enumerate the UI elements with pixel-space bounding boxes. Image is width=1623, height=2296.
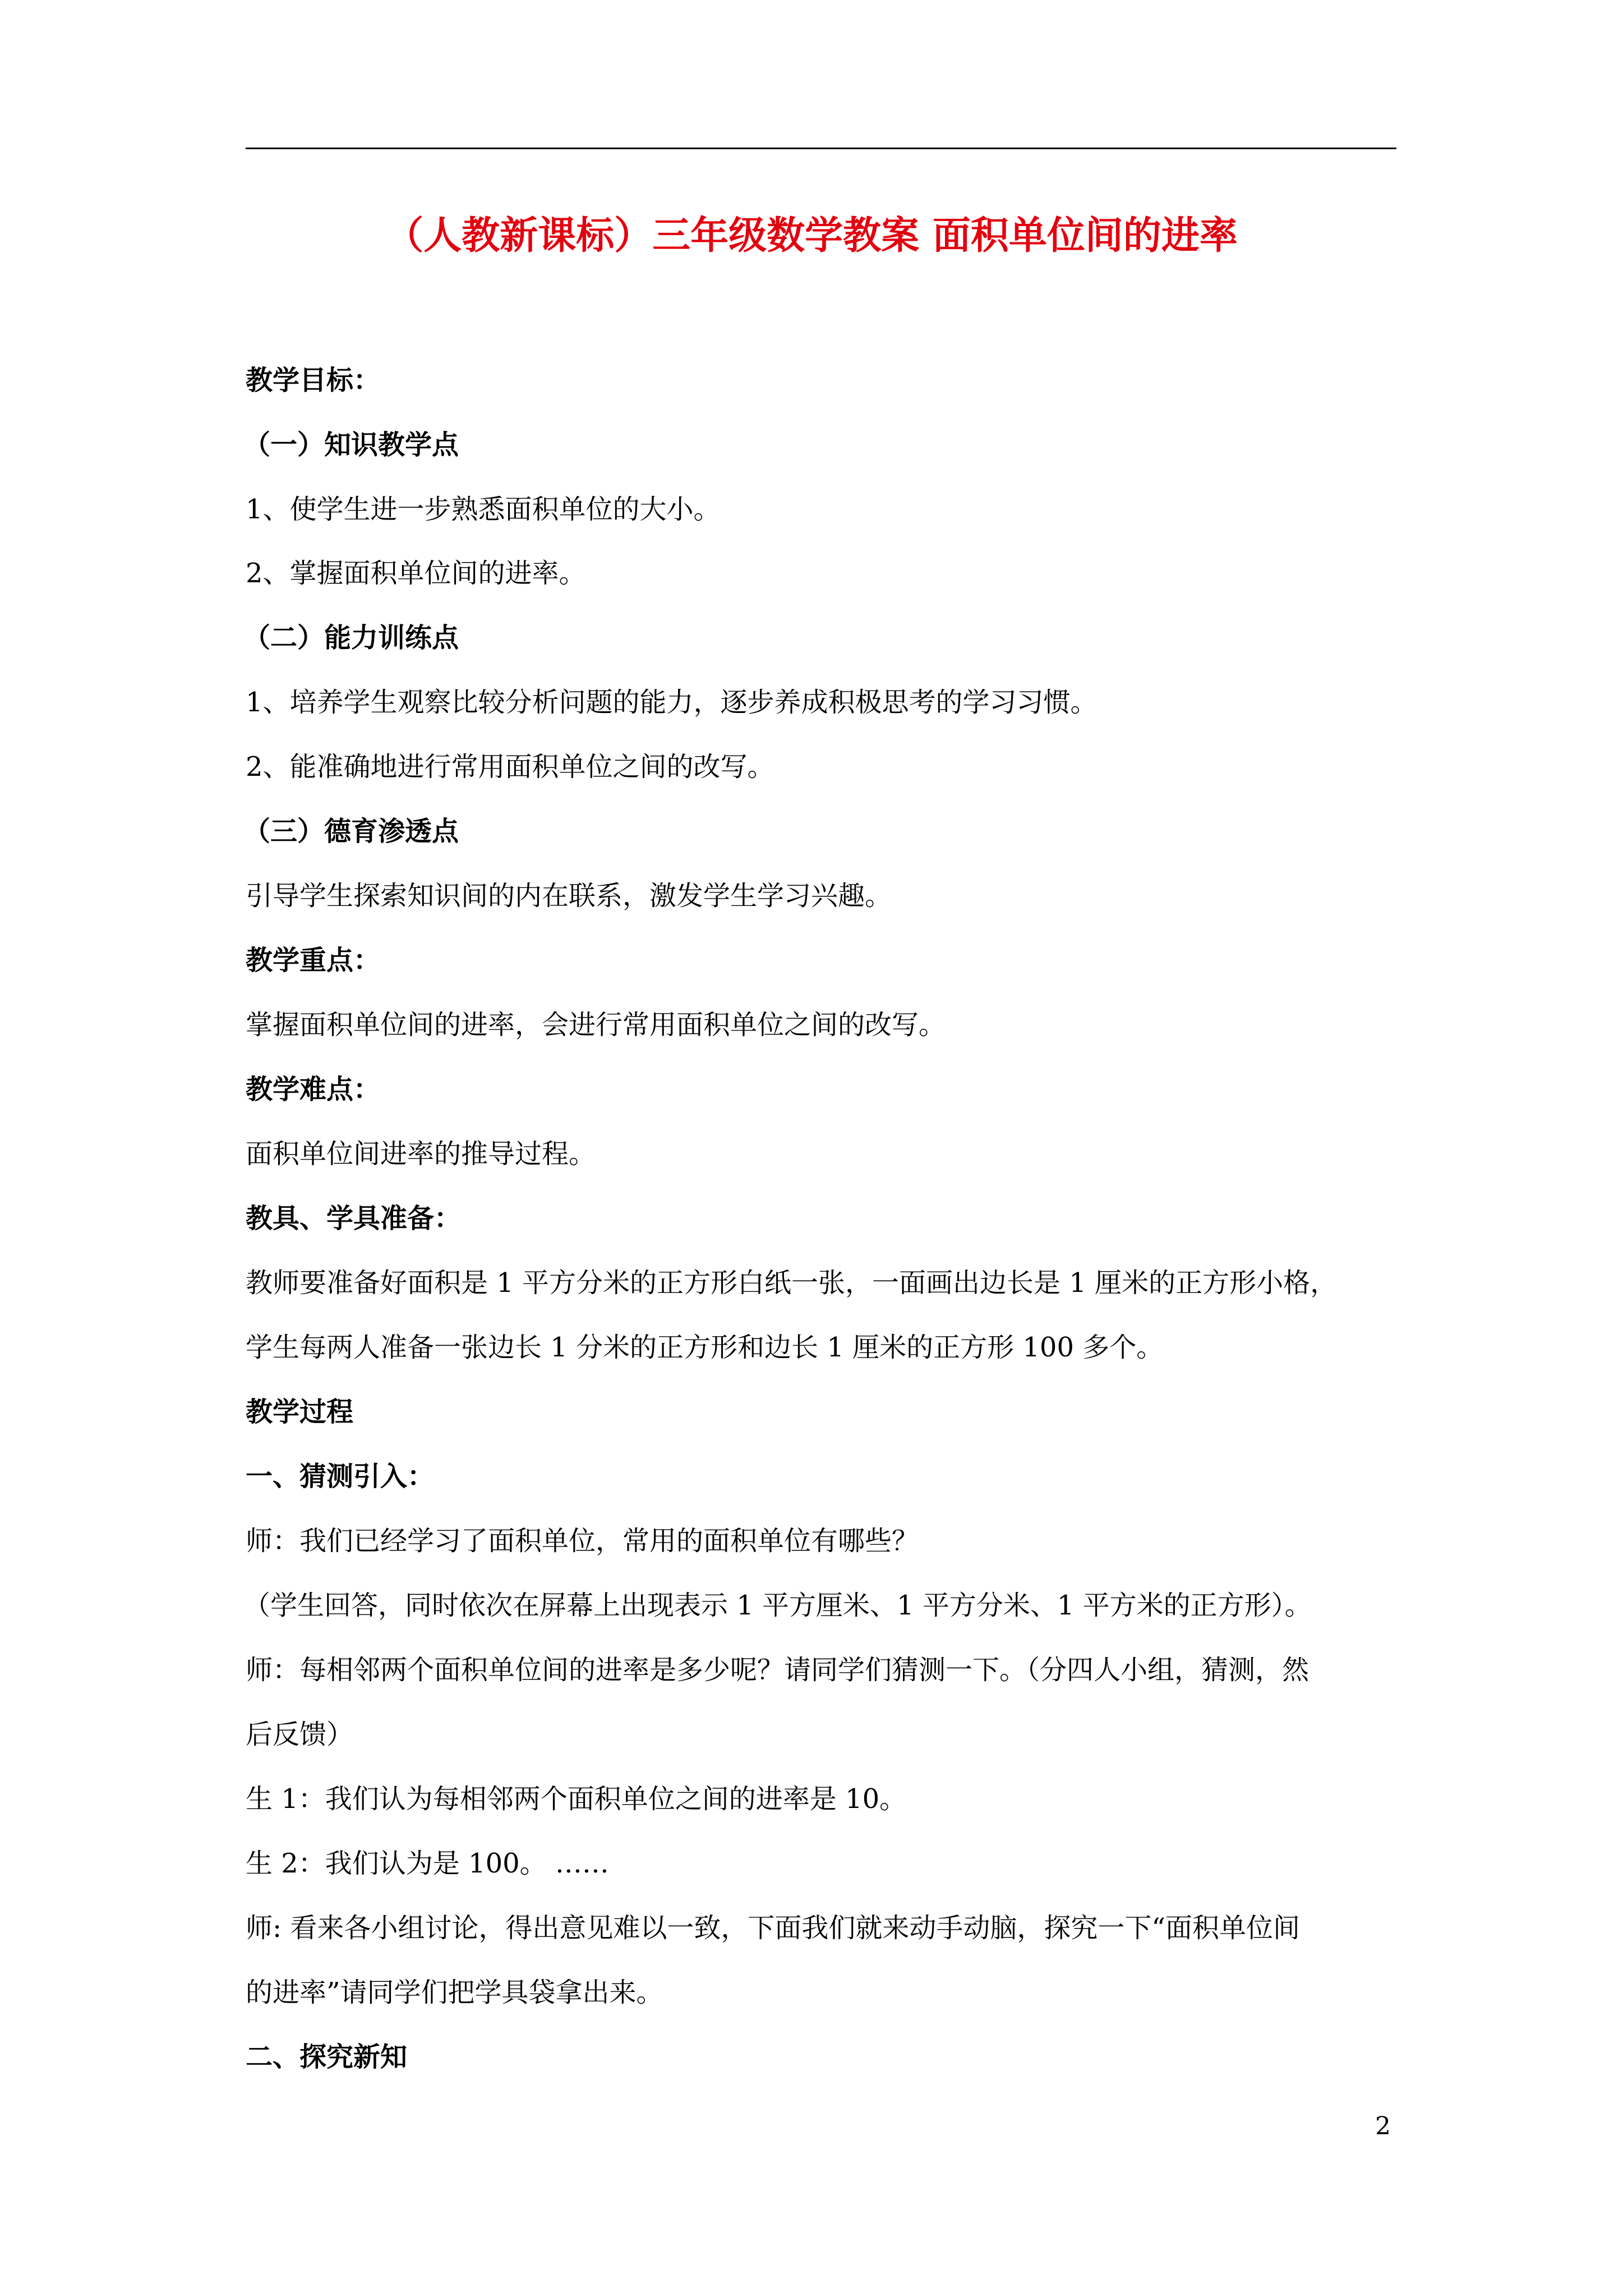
paragraph: 师：我们已经学习了面积单位，常用的面积单位有哪些？ (246, 1525, 919, 1557)
paragraph: 教师要准备好面积是 1 平方分米的正方形白纸一张，一面画出边长是 1 厘米的正方形小格， (246, 1267, 1338, 1299)
heading-teaching-goals: 教学目标： (246, 365, 381, 396)
heading-difficult-points: 教学难点： (246, 1074, 381, 1105)
paragraph: 的进率”请同学们把学具袋拿出来。 (246, 1977, 663, 2008)
paragraph: 师：每相邻两个面积单位间的进率是多少呢？请同学们猜测一下。（分四人小组，猜测，然 (246, 1654, 1310, 1686)
paragraph: 后反馈） (246, 1719, 354, 1750)
subheading-moral-points: （三）德育渗透点 (243, 816, 459, 847)
paragraph: 1、培养学生观察比较分析问题的能力，逐步养成积极思考的学习习惯。 (246, 687, 1098, 718)
paragraph: 师: 看来各小组讨论，得出意见难以一致，下面我们就来动手动脑，探究一下“面积单位间 (246, 1912, 1300, 1944)
paragraph: 1、使学生进一步熟悉面积单位的大小。 (246, 494, 721, 525)
paragraph: 引导学生探索知识间的内在联系，激发学生学习兴趣。 (246, 880, 892, 912)
header-rule (246, 148, 1396, 149)
heading-teaching-process: 教学过程 (246, 1396, 354, 1428)
paragraph: 生 2：我们认为是 100。 …… (246, 1848, 609, 1879)
document-title: （人教新课标）三年级数学教案 面积单位间的进率 (385, 213, 1238, 258)
page-number: 2 (1375, 2112, 1391, 2141)
subheading-knowledge-points: （一）知识教学点 (243, 429, 459, 461)
paragraph: 学生每两人准备一张边长 1 分米的正方形和边长 1 厘米的正方形 100 多个。 (246, 1332, 1164, 1363)
paragraph: 生 1：我们认为每相邻两个面积单位之间的进率是 10。 (246, 1783, 907, 1815)
paragraph: 面积单位间进率的推导过程。 (246, 1138, 596, 1170)
paragraph: 2、能准确地进行常用面积单位之间的改写。 (246, 751, 774, 783)
heading-key-points: 教学重点： (246, 945, 381, 976)
heading-section-two: 二、探究新知 (246, 2041, 408, 2073)
paragraph: 2、掌握面积单位间的进率。 (246, 558, 586, 589)
paragraph: 掌握面积单位间的进率，会进行常用面积单位之间的改写。 (246, 1009, 946, 1041)
heading-section-one: 一、猜测引入： (246, 1461, 435, 1492)
subheading-ability-points: （二）能力训练点 (243, 622, 459, 654)
paragraph: （学生回答，同时依次在屏幕上出现表示 1 平方厘米、1 平方分米、1 平方米的正方形）。 (243, 1590, 1312, 1621)
heading-teaching-aids: 教具、学具准备： (246, 1203, 462, 1234)
